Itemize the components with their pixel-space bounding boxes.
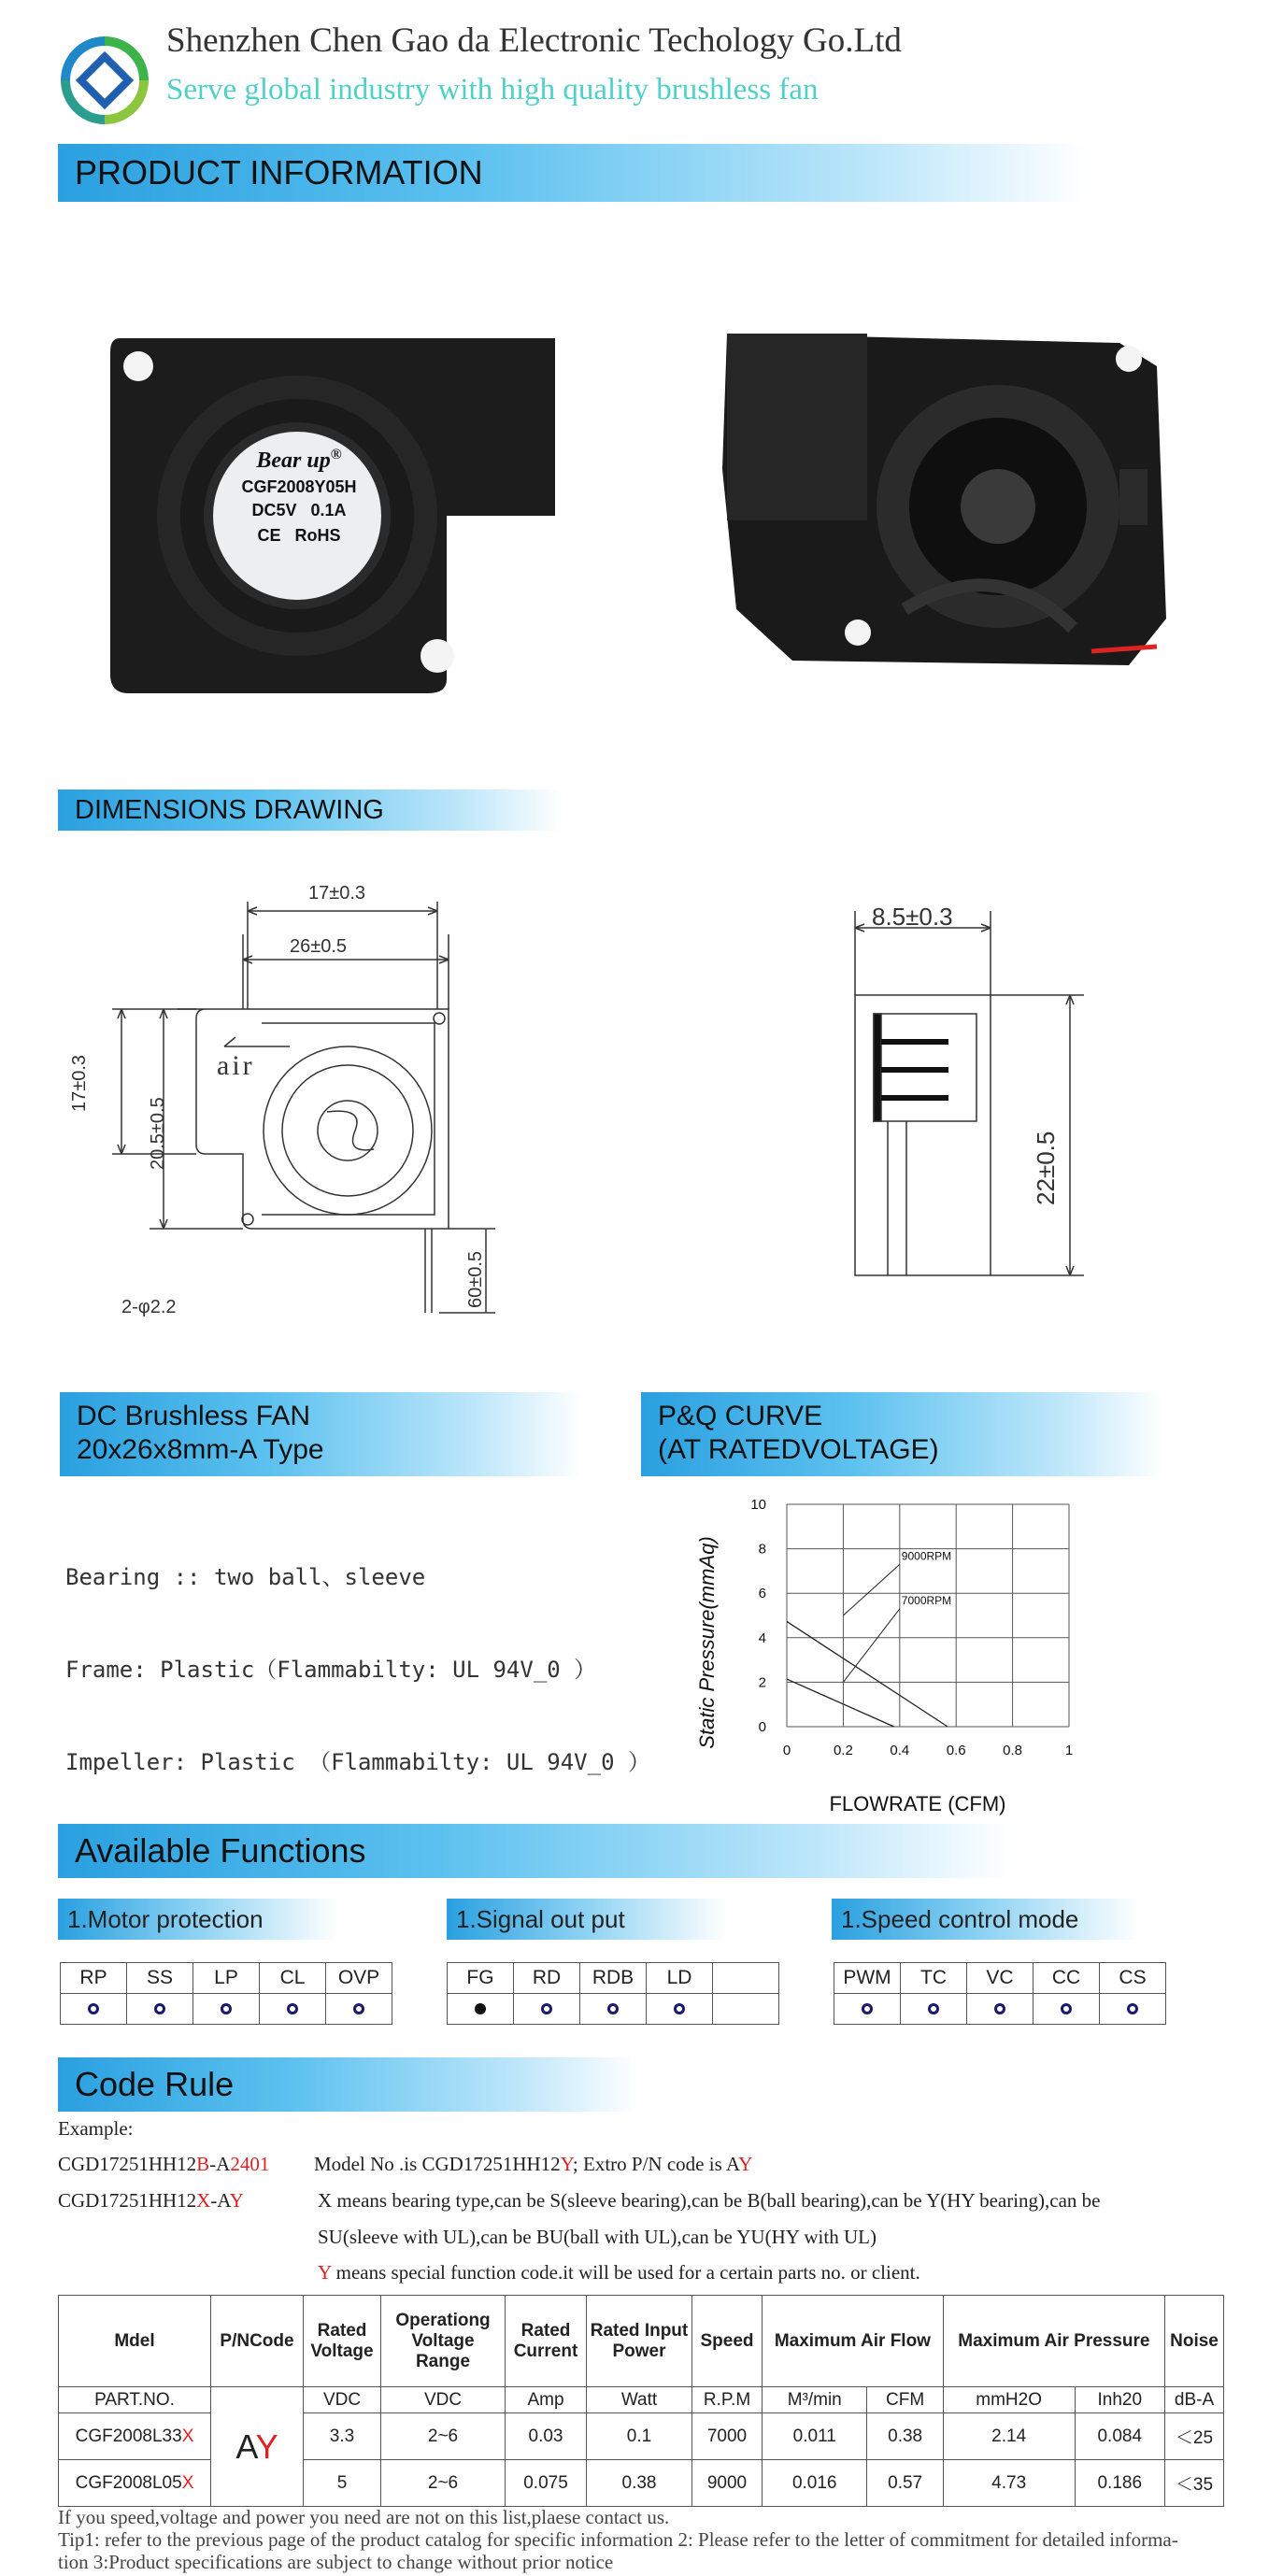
pq-y-tick-label: 0 — [758, 1719, 766, 1735]
dim-wire-60: 60±0.5 — [465, 1250, 486, 1308]
pq-label-leader — [843, 1564, 899, 1615]
signal-function-header: LD — [647, 1963, 713, 1994]
th-rated-current: Rated Current — [506, 2296, 587, 2387]
motor-function-header: RP — [61, 1963, 127, 1994]
code-x-desc2: SU(sleeve with UL),can be BU(ball with UL),can be YU(HY with UL) — [318, 2226, 877, 2248]
signal-function-header: RD — [514, 1963, 580, 1994]
pq-x-tick-label: 0.4 — [890, 1743, 910, 1758]
th-air-pressure: Maximum Air Pressure — [943, 2296, 1164, 2387]
th-pncode: P/NCode — [211, 2296, 304, 2387]
table-row: CGF2008L05X 5 2~6 0.075 0.38 9000 0.016 0.57 4.73 0.186 ＜35 — [59, 2460, 1224, 2507]
rohs-mark: RoHS — [294, 526, 341, 545]
spec-impeller: Impeller: Plastic （Flammabilty: UL 94V_0 ） — [65, 1749, 650, 1775]
circle-dot-icon — [541, 2003, 552, 2014]
signal-output-title: 1.Signal out put — [447, 1899, 727, 1940]
circle-dot-icon — [994, 2003, 1005, 2014]
speed-control-title: 1.Speed control mode — [832, 1899, 1140, 1940]
th-speed: Speed — [692, 2296, 763, 2387]
pq-x-tick-label: 0.6 — [946, 1743, 966, 1758]
speed-function-cell — [1034, 1994, 1100, 2025]
company-logo — [58, 34, 151, 127]
label-brand: Bear up — [256, 448, 331, 473]
signal-function-cell — [713, 1994, 779, 2025]
pq-x-tick-label: 0.8 — [1003, 1743, 1023, 1758]
company-slogan: Serve global industry with high quality brushless fan — [166, 73, 819, 107]
motor-function-cell — [260, 1994, 326, 2025]
pq-y-ticks — [750, 1497, 766, 1735]
motor-function-header: OVP — [326, 1963, 392, 1994]
circle-dot-icon — [1127, 2003, 1138, 2014]
circle-dot-icon — [607, 2003, 619, 2014]
circle-dot-icon — [928, 2003, 939, 2014]
table-row: CGF2008L33X 3.3 2~6 0.03 0.1 7000 0.011 0.38 2.14 0.084 ＜25 — [59, 2413, 1224, 2460]
fan-type-banner — [60, 1392, 583, 1476]
th-voltage-range: Operationg Voltage Range — [381, 2296, 506, 2387]
code-example-desc1: Model No .is CGD17251HH12Y; Extro P/N code is AY — [314, 2153, 753, 2175]
signal-function-cell — [448, 1994, 514, 2025]
circle-dot-icon — [674, 2003, 685, 2014]
label-voltage: DC5V — [251, 501, 297, 519]
signal-function-header — [713, 1963, 779, 1994]
signal-function-cell — [647, 1994, 713, 2025]
circle-dot-icon — [353, 2003, 364, 2014]
pq-x-tick-label: 0 — [782, 1743, 791, 1758]
code-x-desc1: X means bearing type,can be S(sleeve bearing),can be B(ball bearing),can be Y(HY bearing),can be — [318, 2189, 1101, 2212]
pq-x-tick-label: 0.2 — [833, 1743, 853, 1758]
pq-y-tick-label: 8 — [758, 1541, 766, 1558]
motor-function-cell — [326, 1994, 392, 2025]
motor-function-cell — [127, 1994, 193, 2025]
circle-dot-icon — [154, 2003, 165, 2014]
footer-tip-1: Tip1: refer to the previous page of the product catalog for specific information 2: Please refer to the letter of commitment for detailed informa- — [58, 2528, 1178, 2551]
holes-note: 2-φ2.2 — [121, 1297, 177, 1317]
speed-function-header: CC — [1034, 1963, 1100, 1994]
code-example-line1: CGD17251HH12B-A2401 — [58, 2153, 270, 2175]
pq-series-line — [787, 1679, 894, 1727]
motor-function-cell — [61, 1994, 127, 2025]
side-view-drawing — [832, 902, 1103, 1313]
speed-function-header: PWM — [834, 1963, 901, 1994]
label-model: CGF2008Y05H — [241, 477, 357, 496]
pq-gridlines — [787, 1504, 1069, 1727]
pq-series-label: 7000RPM — [901, 1594, 952, 1608]
circle-dot-icon — [1061, 2003, 1072, 2014]
pq-line-labels — [843, 1550, 951, 1683]
footer-tip-2: tion 3:Product specifications are subject to change without prior notice — [58, 2551, 614, 2573]
circle-dot-icon — [287, 2003, 298, 2014]
pq-label-leader — [843, 1609, 899, 1683]
ce-mark: CE — [257, 526, 281, 545]
dim-top-17: 17±0.3 — [308, 883, 366, 904]
product-info-banner: PRODUCT INFORMATION — [58, 144, 1086, 202]
th-noise: Noise — [1165, 2296, 1224, 2387]
th-air-flow: Maximum Air Flow — [763, 2296, 944, 2387]
model-spec-table — [58, 2295, 1224, 2507]
pq-x-axis-label: FLOWRATE (CFM) — [829, 1792, 1006, 1815]
pq-y-tick-label: 10 — [750, 1497, 766, 1513]
circle-dot-icon — [862, 2003, 873, 2014]
dim-left-205: 20.5±0.5 — [148, 1097, 168, 1170]
speed-function-cell — [1100, 1994, 1166, 2025]
code-example-line2: CGD17251HH12X-AY — [58, 2189, 244, 2212]
circle-dot-icon — [88, 2003, 99, 2014]
motor-function-cell — [193, 1994, 260, 2025]
speed-control-table — [834, 1962, 1166, 2025]
signal-function-cell — [514, 1994, 580, 2025]
fan-type-size: 20x26x8mm-A Type — [77, 1434, 324, 1465]
dim-top-26: 26±0.5 — [290, 936, 348, 957]
dim-left-17: 17±0.3 — [69, 1054, 90, 1112]
pq-subtitle: (AT RATEDVOLTAGE) — [658, 1434, 939, 1465]
pq-y-tick-label: 2 — [758, 1674, 766, 1691]
speed-function-cell — [967, 1994, 1034, 2025]
pq-series-label: 9000RPM — [901, 1549, 952, 1563]
pq-banner — [641, 1392, 1164, 1476]
motor-protection-table — [60, 1962, 392, 2025]
speed-function-header: CS — [1100, 1963, 1166, 1994]
circle-dot-icon — [221, 2003, 232, 2014]
pq-x-tick-label: 1 — [1064, 1743, 1074, 1758]
company-name: Shenzhen Chen Gao da Electronic Techology Go.Ltd — [166, 21, 902, 60]
speed-function-cell — [834, 1994, 901, 2025]
available-functions-banner: Available Functions — [58, 1824, 1011, 1878]
code-y-desc: Y means special function code.it will be used for a certain parts no. or client. — [318, 2261, 920, 2284]
spec-frame: Frame: Plastic（Flammabilty: UL 94V_0 ） — [65, 1657, 597, 1683]
label-current: 0.1A — [310, 501, 347, 519]
signal-output-table — [447, 1962, 779, 2025]
spec-bearing: Bearing :: two ball、sleeve — [65, 1564, 426, 1590]
code-example-label: Example: — [58, 2117, 134, 2140]
pq-chart — [691, 1493, 1084, 1831]
th-model: Mdel — [59, 2296, 211, 2387]
th-input-power: Rated Input Power — [587, 2296, 692, 2387]
speed-function-cell — [901, 1994, 967, 2025]
motor-function-header: CL — [260, 1963, 326, 1994]
speed-function-header: TC — [901, 1963, 967, 1994]
speed-function-header: VC — [967, 1963, 1034, 1994]
pq-title: P&Q CURVE — [658, 1401, 823, 1431]
dimensions-banner: DIMENSIONS DRAWING — [58, 790, 563, 831]
signal-function-header: RDB — [580, 1963, 647, 1994]
label-reg: ® — [330, 447, 342, 463]
th-rated-voltage: Rated Voltage — [304, 2296, 381, 2387]
dim-side-height: 22±0.5 — [1032, 1131, 1060, 1205]
code-rule-banner: Code Rule — [58, 2057, 637, 2112]
motor-function-header: SS — [127, 1963, 193, 1994]
fan-type-title: DC Brushless FAN — [77, 1401, 311, 1431]
footer-contact: If you speed,voltage and power you need are not on this list,plaese contact us. — [58, 2506, 670, 2528]
signal-function-cell — [580, 1994, 647, 2025]
fan-angled-photo — [718, 329, 1172, 675]
product-label — [213, 447, 385, 596]
air-label: air — [217, 1050, 255, 1081]
pq-y-tick-label: 4 — [758, 1630, 766, 1646]
signal-function-header: FG — [448, 1963, 514, 1994]
motor-function-header: LP — [193, 1963, 260, 1994]
pq-x-ticks — [783, 1743, 1073, 1758]
dim-side-width: 8.5±0.3 — [872, 903, 953, 931]
motor-protection-title: 1.Motor protection — [58, 1899, 338, 1940]
pq-y-axis-label: Static Pressure(mmAq) — [695, 1536, 719, 1749]
pncode-cell: AY — [211, 2387, 304, 2507]
units-row: PART.NO. AY VDC VDC Amp Watt R.P.M M³/min CFM mmH2O Inh20 dB-A — [59, 2387, 1224, 2413]
pq-y-tick-label: 6 — [758, 1586, 766, 1602]
filled-dot-icon — [475, 2003, 486, 2014]
